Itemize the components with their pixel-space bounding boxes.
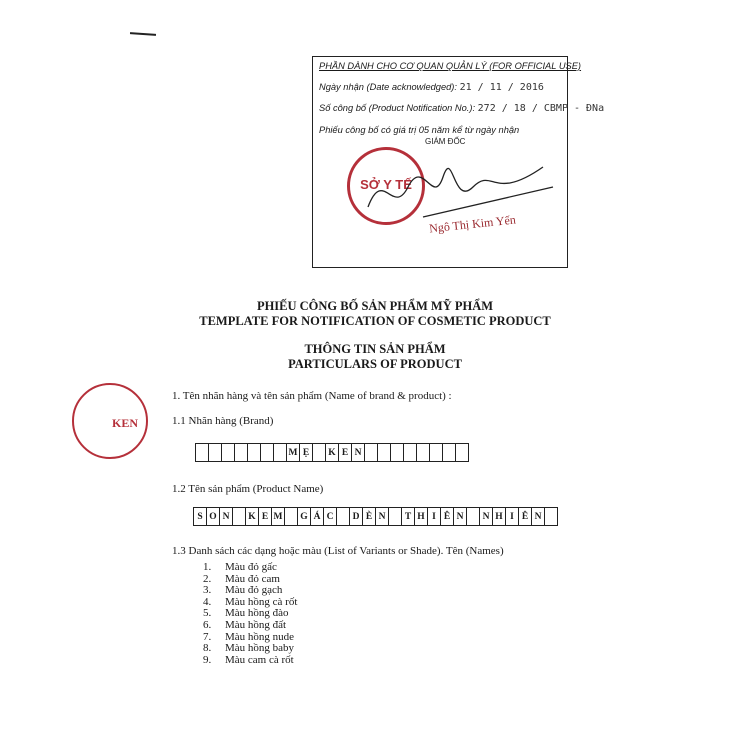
official-use-box [312,56,605,268]
letter-cell [417,443,430,462]
letter-cell: C [324,507,337,526]
letter-cell: O [207,507,220,526]
letter-cell: N [376,507,389,526]
variant-number: 5. [203,607,212,620]
notification-number [319,103,604,114]
variant-name: Màu đỏ gấc [225,561,277,573]
date-label: Ngày nhận (Date acknowledged): [319,82,457,92]
letter-cell: H [415,507,428,526]
variant-number: 3. [203,584,212,597]
variant-item [203,643,297,655]
letter-cell: D [350,507,363,526]
letter-cell: Ẹ [300,443,313,462]
signer-name: Ngô Thị Kim Yến [428,212,517,236]
variant-name: Màu cam cà rốt [225,653,294,666]
variant-number: 7. [203,630,212,643]
letter-cell [233,507,246,526]
title-vi: PHIẾU CÔNG BỐ SẢN PHẨM MỸ PHẨM [256,299,494,313]
letter-cell: N [480,507,493,526]
number-label: Số công bố (Product Notification No.): [319,103,476,113]
letter-cell: E [339,443,352,462]
subtitle-en: PARTICULARS OF PRODUCT [288,357,462,371]
variant-number: 1. [203,561,212,573]
scan-mark [130,32,156,36]
title-en: TEMPLATE FOR NOTIFICATION OF COSMETIC PRODUCT [199,314,551,328]
section-1-2-heading: 1.2 Tên sản phẩm (Product Name) [172,483,324,495]
letter-cell [467,507,480,526]
variant-name: Màu hồng đào [225,607,289,620]
variant-name: Màu hồng nude [225,630,295,643]
letter-cell [285,507,298,526]
variant-number: 6. [203,618,212,631]
letter-cell: S [193,507,207,526]
variant-item [203,620,297,632]
letter-cell: G [298,507,311,526]
letter-cell: M [287,443,300,462]
letter-cell: Ê [519,507,532,526]
letter-cell: H [493,507,506,526]
variant-item [203,562,297,574]
letter-cell: K [326,443,339,462]
letter-cell [456,443,469,462]
product-name-cells [193,507,558,526]
variant-number: 9. [203,653,212,666]
section-1-3-heading: 1.3 Danh sách các dạng hoặc màu (List of Variants or Shade). Tên (Names) [172,545,504,557]
letter-cell: È [363,507,376,526]
letter-cell [404,443,417,462]
date-acknowledged [319,82,544,93]
letter-cell: T [402,507,415,526]
letter-cell: N [220,507,233,526]
letter-cell: I [506,507,519,526]
date-value: 21 / 11 / 2016 [459,82,544,93]
variant-name: Màu hồng đất [225,618,287,631]
section-1-1-heading: 1.1 Nhãn hàng (Brand) [172,415,274,427]
subtitle-vi: THÔNG TIN SẢN PHẨM [304,342,446,356]
variant-name: Màu đỏ cam [225,572,280,585]
letter-cell [365,443,378,462]
letter-cell [195,443,209,462]
letter-cell: N [532,507,545,526]
variant-item [203,655,297,667]
letter-cell: I [428,507,441,526]
company-stamp: KEN [72,383,148,459]
variant-number: 2. [203,572,212,585]
letter-cell: E [259,507,272,526]
letter-cell [222,443,235,462]
validity-note: Phiếu công bố có giá trị 05 năm kể từ ngày nhận [319,125,520,135]
letter-cell: N [352,443,365,462]
number-value: 272 / 18 / CBMP - ĐNa [477,103,605,114]
letter-cell [545,507,558,526]
variant-number: 4. [203,595,212,608]
variant-name: Màu đỏ gạch [225,584,283,597]
letter-cell [313,443,326,462]
variants-list [203,562,297,666]
letter-cell: N [454,507,467,526]
official-stamp: SỞ Y TẾ [347,147,425,225]
letter-cell [389,507,402,526]
signer-title: GIÁM ĐỐC [425,137,466,146]
letter-cell [430,443,443,462]
letter-cell [378,443,391,462]
signature [363,147,563,227]
variant-name: Màu hồng baby [225,642,295,655]
letter-cell [248,443,261,462]
section-1-heading: 1. Tên nhãn hàng và tên sản phẩm (Name of brand & product) : [172,390,452,402]
letter-cell: K [246,507,259,526]
letter-cell [443,443,456,462]
letter-cell: Ê [441,507,454,526]
letter-cell [209,443,222,462]
letter-cell: M [272,507,285,526]
letter-cell [235,443,248,462]
variant-name: Màu hồng cà rốt [225,595,298,608]
variant-number: 8. [203,642,212,655]
letter-cell [274,443,287,462]
brand-cells [195,443,469,462]
letter-cell: Á [311,507,324,526]
letter-cell [391,443,404,462]
letter-cell [261,443,274,462]
letter-cell [337,507,350,526]
official-box-header: PHẦN DÀNH CHO CƠ QUAN QUẢN LÝ (FOR OFFICIAL USE) [319,61,582,71]
